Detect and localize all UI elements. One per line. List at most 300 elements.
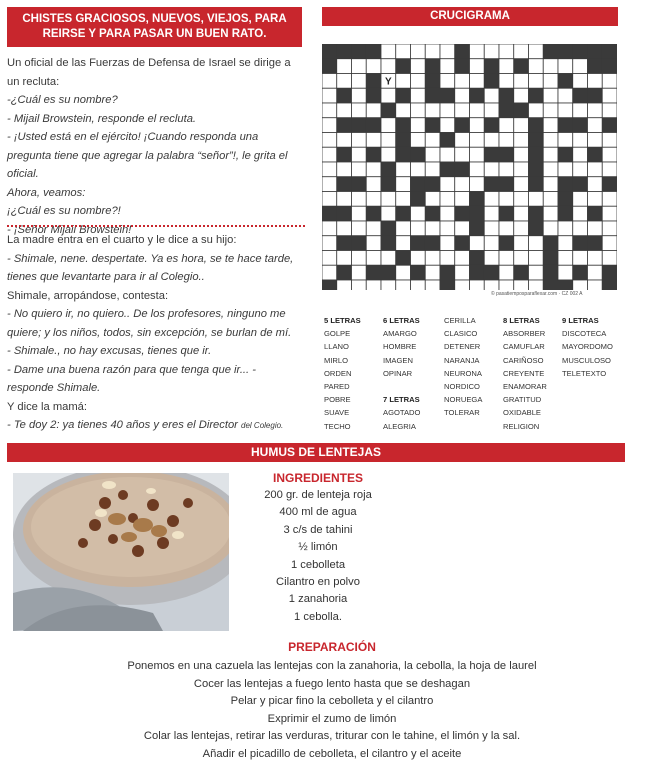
crossword-cell[interactable] xyxy=(381,147,396,162)
crossword-cell[interactable] xyxy=(440,192,455,207)
crossword-cell[interactable] xyxy=(602,162,617,177)
crossword-cell[interactable] xyxy=(411,206,426,221)
crossword-cell[interactable] xyxy=(322,265,337,280)
crossword-cell[interactable] xyxy=(337,162,352,177)
crossword-cell[interactable] xyxy=(514,177,529,192)
crossword-cell[interactable] xyxy=(573,280,588,290)
crossword-cell[interactable] xyxy=(514,206,529,221)
crossword-cell[interactable] xyxy=(455,265,470,280)
crossword-cell[interactable] xyxy=(543,133,558,148)
crossword-block xyxy=(573,265,588,280)
crossword-cell[interactable] xyxy=(352,206,367,221)
crossword-cell[interactable] xyxy=(455,147,470,162)
crossword-block xyxy=(470,251,485,266)
word-list-item: MAYORDOMO xyxy=(562,342,613,352)
crossword-cell[interactable] xyxy=(573,59,588,74)
crossword-cell[interactable] xyxy=(499,280,514,290)
crossword-cell[interactable] xyxy=(440,74,455,89)
crossword-cell[interactable] xyxy=(514,133,529,148)
crossword-cell[interactable] xyxy=(470,236,485,251)
crossword-block xyxy=(337,118,352,133)
word-list-item: PARED xyxy=(324,382,350,392)
crossword-cell[interactable] xyxy=(440,206,455,221)
crossword-cell[interactable] xyxy=(588,103,603,118)
joke-1-line: - ¡Usted está en el ejército! ¡Cuando responda una pregunta tiene que agregar la palabra “señor”!, le grita el oficial. xyxy=(7,131,288,180)
crossword-cell[interactable] xyxy=(588,162,603,177)
word-list-item: DETENER xyxy=(444,342,481,352)
crossword-block xyxy=(411,147,426,162)
preparation-step: Ponemos en una cazuela las lentejas con la zanahoria, la cebolla, la hoja de laurel xyxy=(127,660,537,672)
crossword-cell[interactable] xyxy=(558,236,573,251)
crossword-banner: CRUCIGRAMA xyxy=(322,7,618,26)
crossword-cell[interactable] xyxy=(602,236,617,251)
word-list-item: TELETEXTO xyxy=(562,368,607,378)
word-list-item: AGOTADO xyxy=(383,408,421,418)
crossword-cell[interactable] xyxy=(573,103,588,118)
crossword-cell[interactable] xyxy=(366,192,381,207)
crossword-block xyxy=(543,280,558,290)
crossword-cell[interactable] xyxy=(366,236,381,251)
crossword-cell[interactable] xyxy=(411,280,426,290)
crossword-cell[interactable] xyxy=(425,162,440,177)
crossword-cell[interactable] xyxy=(514,118,529,133)
ingredient-item: Cilantro en polvo xyxy=(276,576,360,589)
word-list-item: NARANJA xyxy=(444,355,480,365)
crossword-cell[interactable] xyxy=(352,103,367,118)
crossword-cell[interactable] xyxy=(455,177,470,192)
crossword-cell[interactable] xyxy=(470,74,485,89)
crossword-cell[interactable] xyxy=(484,103,499,118)
crossword-cell[interactable] xyxy=(455,74,470,89)
crossword-cell[interactable] xyxy=(484,221,499,236)
crossword-cell[interactable] xyxy=(543,103,558,118)
word-list-column xyxy=(383,314,420,433)
crossword-cell[interactable] xyxy=(366,280,381,290)
crossword-cell[interactable] xyxy=(455,88,470,103)
crossword-cell[interactable] xyxy=(381,44,396,59)
crossword-cell[interactable] xyxy=(529,192,544,207)
crossword-cell[interactable] xyxy=(543,88,558,103)
crossword-block xyxy=(602,118,617,133)
crossword-block xyxy=(337,265,352,280)
crossword-cell[interactable] xyxy=(411,44,426,59)
crossword-cell[interactable] xyxy=(425,192,440,207)
crossword-cell[interactable] xyxy=(558,251,573,266)
crossword-cell[interactable] xyxy=(352,74,367,89)
crossword-cell[interactable] xyxy=(425,280,440,290)
crossword-block xyxy=(484,147,499,162)
crossword-cell[interactable] xyxy=(322,162,337,177)
crossword-cell[interactable] xyxy=(352,147,367,162)
crossword-cell[interactable] xyxy=(366,103,381,118)
word-list-item: OXIDABLE xyxy=(503,408,541,418)
crossword-cell[interactable] xyxy=(588,133,603,148)
crossword-cell[interactable] xyxy=(440,147,455,162)
crossword-cell[interactable] xyxy=(425,147,440,162)
word-list-item: ENAMORAR xyxy=(503,382,547,392)
crossword-cell[interactable] xyxy=(425,265,440,280)
joke-2-line: Y dice la mamá: xyxy=(7,400,88,413)
jokes-divider xyxy=(7,225,305,227)
crossword-cell[interactable] xyxy=(514,236,529,251)
crossword-cell[interactable] xyxy=(322,192,337,207)
crossword-cell[interactable] xyxy=(588,265,603,280)
crossword-cell[interactable] xyxy=(440,236,455,251)
word-list-item: GOLPE xyxy=(324,329,351,339)
crossword-block xyxy=(337,236,352,251)
crossword-cell[interactable] xyxy=(396,74,411,89)
crossword-cell[interactable] xyxy=(514,162,529,177)
crossword-cell[interactable] xyxy=(588,221,603,236)
crossword-block xyxy=(366,44,381,59)
crossword-cell[interactable] xyxy=(381,251,396,266)
crossword-block xyxy=(440,280,455,290)
crossword-cell[interactable] xyxy=(337,192,352,207)
crossword-cell[interactable] xyxy=(499,133,514,148)
crossword-cell[interactable] xyxy=(529,59,544,74)
crossword-cell[interactable] xyxy=(322,74,337,89)
crossword-cell[interactable] xyxy=(543,118,558,133)
ingredient-item: 1 zanahoria xyxy=(288,593,348,606)
crossword-block xyxy=(366,147,381,162)
crossword-cell[interactable] xyxy=(514,221,529,236)
crossword-block xyxy=(588,236,603,251)
crossword-cell[interactable] xyxy=(396,192,411,207)
crossword-block xyxy=(573,118,588,133)
crossword-cell[interactable] xyxy=(514,44,529,59)
crossword-cell[interactable] xyxy=(366,221,381,236)
word-list-item: OPINAR xyxy=(383,368,413,378)
crossword-cell[interactable] xyxy=(558,221,573,236)
crossword-cell[interactable] xyxy=(411,103,426,118)
crossword-block xyxy=(352,177,367,192)
word-list-item: DISCOTECA xyxy=(562,329,607,339)
crossword-cell[interactable] xyxy=(440,177,455,192)
crossword-cell[interactable] xyxy=(337,221,352,236)
joke-2-line: Shimale, arropándose, contesta: xyxy=(7,289,169,302)
crossword-cell[interactable] xyxy=(514,88,529,103)
crossword-cell[interactable] xyxy=(455,133,470,148)
crossword-block xyxy=(396,59,411,74)
crossword-cell[interactable] xyxy=(381,133,396,148)
crossword-cell[interactable] xyxy=(470,177,485,192)
preparation-step: Cocer las lentejas a fuego lento hasta que se deshagan xyxy=(193,677,471,690)
crossword-cell[interactable] xyxy=(366,133,381,148)
crossword-block xyxy=(381,162,396,177)
crossword-cell[interactable] xyxy=(588,192,603,207)
crossword-cell[interactable] xyxy=(381,280,396,290)
crossword-cell[interactable] xyxy=(499,74,514,89)
crossword-cell[interactable] xyxy=(352,265,367,280)
crossword-block xyxy=(425,177,440,192)
crossword-block xyxy=(499,88,514,103)
crossword-cell[interactable] xyxy=(440,118,455,133)
crossword-cell[interactable] xyxy=(573,251,588,266)
crossword-block xyxy=(543,265,558,280)
crossword-cell[interactable] xyxy=(440,103,455,118)
crossword-cell[interactable] xyxy=(411,221,426,236)
crossword-block xyxy=(455,236,470,251)
crossword-cell[interactable] xyxy=(588,74,603,89)
crossword-cell[interactable] xyxy=(484,192,499,207)
crossword-cell[interactable] xyxy=(529,74,544,89)
crossword-cell[interactable] xyxy=(425,44,440,59)
crossword-cell[interactable] xyxy=(411,59,426,74)
crossword-cell[interactable] xyxy=(573,133,588,148)
crossword-cell[interactable] xyxy=(470,103,485,118)
crossword-cell[interactable] xyxy=(425,103,440,118)
crossword-cell[interactable] xyxy=(440,44,455,59)
crossword-cell[interactable] xyxy=(381,59,396,74)
ingredient-item: 1 cebolla. xyxy=(294,610,342,623)
crossword-cell[interactable] xyxy=(558,59,573,74)
crossword-cell[interactable] xyxy=(602,147,617,162)
crossword-cell[interactable] xyxy=(455,251,470,266)
crossword-cell[interactable] xyxy=(602,103,617,118)
ingredient-item: 3 c/s de tahini xyxy=(283,523,353,536)
crossword-block xyxy=(322,206,337,221)
crossword-cell[interactable] xyxy=(352,221,367,236)
crossword-cell[interactable] xyxy=(411,133,426,148)
crossword-cell[interactable] xyxy=(396,280,411,290)
crossword-cell[interactable] xyxy=(322,133,337,148)
crossword-cell[interactable] xyxy=(455,103,470,118)
crossword-cell[interactable] xyxy=(381,88,396,103)
crossword-cell[interactable] xyxy=(573,74,588,89)
crossword-block xyxy=(396,251,411,266)
crossword-cell[interactable] xyxy=(322,236,337,251)
crossword-cell[interactable] xyxy=(543,221,558,236)
crossword-cell[interactable] xyxy=(558,265,573,280)
crossword-cell[interactable] xyxy=(337,251,352,266)
crossword-cell[interactable] xyxy=(322,88,337,103)
crossword-cell[interactable] xyxy=(588,251,603,266)
crossword-cell[interactable] xyxy=(366,59,381,74)
crossword-block xyxy=(352,44,367,59)
crossword-cell[interactable] xyxy=(470,44,485,59)
crossword-cell[interactable] xyxy=(425,133,440,148)
crossword-cell[interactable] xyxy=(352,280,367,290)
crossword-cell[interactable] xyxy=(499,162,514,177)
crossword-cell[interactable] xyxy=(470,280,485,290)
crossword-cell[interactable] xyxy=(366,177,381,192)
crossword-cell[interactable] xyxy=(514,251,529,266)
crossword-cell[interactable] xyxy=(322,147,337,162)
crossword-cell[interactable] xyxy=(602,74,617,89)
crossword-block xyxy=(352,118,367,133)
crossword-cell[interactable] xyxy=(543,192,558,207)
crossword-cell[interactable] xyxy=(381,192,396,207)
word-list-item: AMARGO xyxy=(383,329,417,339)
crossword-cell[interactable] xyxy=(411,162,426,177)
crossword-cell[interactable] xyxy=(558,103,573,118)
crossword-block xyxy=(529,118,544,133)
crossword-cell[interactable] xyxy=(484,44,499,59)
jokes-title-line1: CHISTES GRACIOSOS, NUEVOS, VIEJOS, PARA xyxy=(22,13,287,25)
crossword-block xyxy=(440,265,455,280)
crossword-cell[interactable] xyxy=(455,280,470,290)
crossword-block xyxy=(588,59,603,74)
crossword-cell[interactable] xyxy=(322,177,337,192)
crossword-block xyxy=(484,118,499,133)
crossword-cell[interactable] xyxy=(396,236,411,251)
crossword-cell[interactable] xyxy=(352,192,367,207)
word-list-item: TECHO xyxy=(324,421,351,431)
crossword-block xyxy=(543,236,558,251)
crossword-cell[interactable] xyxy=(573,206,588,221)
crossword-cell[interactable] xyxy=(322,118,337,133)
word-list-heading: 5 LETRAS xyxy=(324,316,361,325)
crossword-cell[interactable] xyxy=(514,192,529,207)
crossword-block xyxy=(602,280,617,290)
crossword-cell[interactable] xyxy=(411,74,426,89)
crossword-cell[interactable] xyxy=(484,162,499,177)
crossword-block xyxy=(425,236,440,251)
crossword-block xyxy=(529,88,544,103)
crossword-cell[interactable] xyxy=(440,221,455,236)
crossword-cell[interactable] xyxy=(573,221,588,236)
crossword-cell[interactable] xyxy=(440,59,455,74)
crossword-cell[interactable] xyxy=(470,147,485,162)
crossword-cell[interactable] xyxy=(396,44,411,59)
crossword-cell[interactable] xyxy=(602,251,617,266)
crossword-cell[interactable] xyxy=(514,280,529,290)
crossword-cell[interactable] xyxy=(588,280,603,290)
crossword-cell[interactable] xyxy=(573,162,588,177)
crossword-cell[interactable] xyxy=(543,59,558,74)
crossword-cell[interactable] xyxy=(558,162,573,177)
crossword-block xyxy=(411,236,426,251)
crossword-cell[interactable] xyxy=(602,206,617,221)
word-list-item: NEURONA xyxy=(444,368,482,378)
crossword-cell[interactable] xyxy=(499,44,514,59)
crossword-cell[interactable] xyxy=(411,251,426,266)
crossword-cell[interactable] xyxy=(455,192,470,207)
word-list-item: CLASICO xyxy=(444,329,478,339)
crossword-cell[interactable] xyxy=(322,221,337,236)
crossword-cell[interactable] xyxy=(337,103,352,118)
crossword-cell[interactable] xyxy=(322,103,337,118)
crossword-cell[interactable] xyxy=(573,147,588,162)
crossword-cell[interactable] xyxy=(529,44,544,59)
crossword-block xyxy=(396,206,411,221)
word-list-item: CAMUFLAR xyxy=(503,342,545,352)
preparation-step: Pelar y picar fino la cebolleta y el cilantro xyxy=(230,695,434,708)
crossword-cell[interactable] xyxy=(337,74,352,89)
crossword-cell[interactable] xyxy=(543,177,558,192)
crossword-cell[interactable] xyxy=(588,118,603,133)
crossword-block xyxy=(588,147,603,162)
crossword-cell[interactable] xyxy=(529,251,544,266)
crossword-block xyxy=(455,162,470,177)
recipe-banner: HUMUS DE LENTEJAS xyxy=(7,443,625,462)
crossword-cell[interactable] xyxy=(543,147,558,162)
crossword-cell[interactable] xyxy=(425,251,440,266)
preparation-step: Exprimir el zumo de limón xyxy=(267,712,397,725)
crossword-cell[interactable] xyxy=(499,59,514,74)
crossword-cell[interactable] xyxy=(337,59,352,74)
crossword-block xyxy=(573,88,588,103)
crossword-cell[interactable] xyxy=(396,265,411,280)
crossword-cell[interactable] xyxy=(366,162,381,177)
crossword-block xyxy=(573,44,588,59)
crossword-cell[interactable] xyxy=(558,88,573,103)
crossword-cell[interactable] xyxy=(484,236,499,251)
crossword-cell[interactable] xyxy=(602,133,617,148)
crossword-cell[interactable] xyxy=(529,280,544,290)
crossword-cell[interactable] xyxy=(396,221,411,236)
crossword-cell[interactable] xyxy=(484,280,499,290)
crossword-cell[interactable] xyxy=(425,221,440,236)
crossword-cell[interactable] xyxy=(484,88,499,103)
crossword-block xyxy=(499,147,514,162)
crossword-cell[interactable] xyxy=(484,133,499,148)
crossword-cell[interactable] xyxy=(381,206,396,221)
joke-1 xyxy=(7,54,305,239)
crossword-cell[interactable] xyxy=(352,59,367,74)
joke-1-line: Un oficial de las Fuerzas de Defensa de Israel se dirige a un recluta: xyxy=(7,57,291,88)
crossword-cell[interactable] xyxy=(499,118,514,133)
crossword-cell[interactable] xyxy=(352,251,367,266)
crossword-cell[interactable] xyxy=(352,88,367,103)
crossword-cell[interactable] xyxy=(322,251,337,266)
crossword-cell[interactable] xyxy=(529,103,544,118)
crossword-cell[interactable] xyxy=(499,265,514,280)
crossword-cell[interactable] xyxy=(484,251,499,266)
crossword-cell[interactable] xyxy=(543,74,558,89)
crossword-cell[interactable] xyxy=(366,251,381,266)
crossword-cell[interactable] xyxy=(558,133,573,148)
crossword-cell[interactable] xyxy=(411,118,426,133)
crossword-cell[interactable] xyxy=(543,206,558,221)
crossword-cell[interactable] xyxy=(352,133,367,148)
ingredient-item: 200 gr. de lenteja roja xyxy=(264,489,372,501)
crossword-cell[interactable] xyxy=(470,118,485,133)
crossword-cell[interactable] xyxy=(455,221,470,236)
crossword-cell[interactable] xyxy=(529,265,544,280)
crossword-cell[interactable] xyxy=(470,59,485,74)
word-list-item: LLANO xyxy=(324,342,349,352)
crossword-cell[interactable] xyxy=(602,88,617,103)
crossword-cell[interactable] xyxy=(381,118,396,133)
crossword-block xyxy=(499,206,514,221)
crossword-cell[interactable] xyxy=(484,206,499,221)
crossword-cell[interactable] xyxy=(588,177,603,192)
crossword-cell[interactable] xyxy=(396,162,411,177)
crossword-cell[interactable] xyxy=(499,221,514,236)
crossword-cell[interactable] xyxy=(602,192,617,207)
crossword-cell[interactable] xyxy=(602,221,617,236)
crossword-cell[interactable] xyxy=(411,88,426,103)
crossword-cell[interactable] xyxy=(499,251,514,266)
crossword-cell[interactable] xyxy=(514,74,529,89)
crossword-cell[interactable] xyxy=(396,103,411,118)
word-list-item: CARIÑOSO xyxy=(503,355,544,365)
crossword-cell[interactable] xyxy=(470,133,485,148)
crossword-cell[interactable] xyxy=(514,147,529,162)
crossword-cell[interactable] xyxy=(396,177,411,192)
crossword-cell[interactable] xyxy=(543,162,558,177)
crossword-cell[interactable] xyxy=(470,162,485,177)
crossword-cell[interactable] xyxy=(499,192,514,207)
crossword-cell[interactable] xyxy=(440,251,455,266)
crossword-cell[interactable] xyxy=(352,162,367,177)
crossword-cell[interactable] xyxy=(337,133,352,148)
crossword-cell[interactable] xyxy=(573,192,588,207)
crossword-block xyxy=(470,192,485,207)
crossword-cell[interactable] xyxy=(529,236,544,251)
crossword-cell[interactable] xyxy=(337,280,352,290)
